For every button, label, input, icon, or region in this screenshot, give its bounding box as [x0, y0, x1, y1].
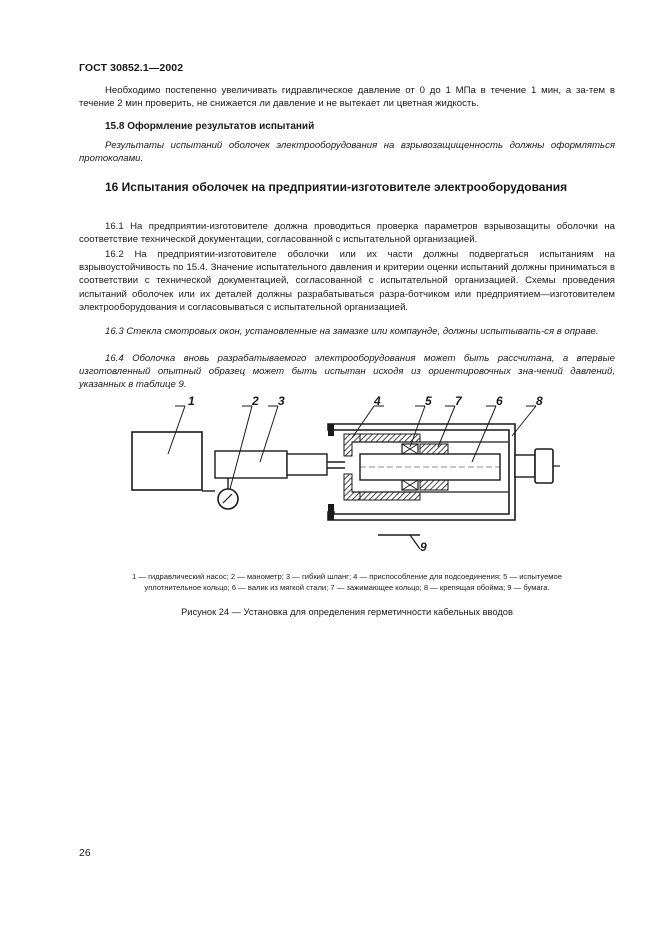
flexible-hose — [215, 451, 287, 478]
label-8: 8 — [536, 394, 543, 408]
figure-24-diagram — [120, 392, 560, 562]
section-15-8-heading: 15.8 Оформление результатов испытаний — [105, 121, 315, 132]
paragraph-16-4: 16.4 Оболочка вновь разрабатываемого электрооборудования может быть рассчитана, а впервые изготовленный опытный образец может быть испытан исходя из ориентировочных зна-чений давлений, указанных в таблице 9. — [79, 353, 615, 391]
clamping-ring — [420, 444, 448, 454]
section-16-heading: 16 Испытания оболочек на предприятии-изготовителе электрооборудования — [105, 180, 568, 194]
paragraph-16-1: 16.1 На предприятии-изготовителе должна проводиться проверка параметров взрывозащиты оболочки на соответствие технической документации, согласованной с испытательной организацией. — [79, 221, 615, 246]
label-2: 2 — [252, 394, 259, 408]
section-15-8-text: Результаты испытаний оболочек электрооборудования на взрывозащищенность должны оформляться протоколами. — [79, 140, 615, 165]
label-6: 6 — [496, 394, 503, 408]
legend-line-2: уплотнительное кольцо; 6 — валик из мягкой стали; 7 — зажимающее кольцо; 8 — крепящая обойма; 9 — бумага. — [144, 583, 550, 592]
paragraph-16-2: 16.2 На предприятии-изготовителе оболочки или их части должны подвергаться испытаниям на взрывоустойчивость по 15.4. Значение испытательного давления и критерии оценки испытаний должны приниматься в соответствии с технической документацией, согласованной с испытательной организацией. Схемы проведения испытаний оболочек или их деталей должны разрабатываться разра-ботчиком или предприятием—изготовителем электрооборудования и согласовываться с испытательной организацией. — [79, 249, 615, 313]
figure-caption: Рисунок 24 — Установка для определения герметичности кабельных вводов — [181, 607, 513, 617]
legend-line-1: 1 — гидравлический насос; 2 — манометр; 3 — гибкий шланг; 4 — приспособление для подсоединения; 5 — испытуемое — [132, 572, 562, 581]
document-header: ГОСТ 30852.1—2002 — [79, 62, 184, 74]
label-5: 5 — [425, 394, 432, 408]
figure-legend — [79, 571, 615, 593]
paragraph-16-3: 16.3 Стекла смотровых окон, установленные на замазке или компаунде, должны испытывать-ся в оправе. — [105, 326, 599, 337]
intro-paragraph: Необходимо постепенно увеличивать гидравлическое давление от 0 до 1 МПа в течение 1 мин, а за-тем в течение 2 мин проверить, не снижается ли давление и не вытекает ли цветная жидкость. — [79, 85, 615, 110]
label-3: 3 — [278, 394, 285, 408]
page-number: 26 — [79, 847, 91, 859]
label-7: 7 — [455, 394, 462, 408]
label-9: 9 — [420, 540, 427, 554]
label-1: 1 — [188, 394, 195, 408]
label-4: 4 — [374, 394, 381, 408]
hydraulic-pump — [132, 432, 202, 490]
manometer — [218, 489, 238, 509]
